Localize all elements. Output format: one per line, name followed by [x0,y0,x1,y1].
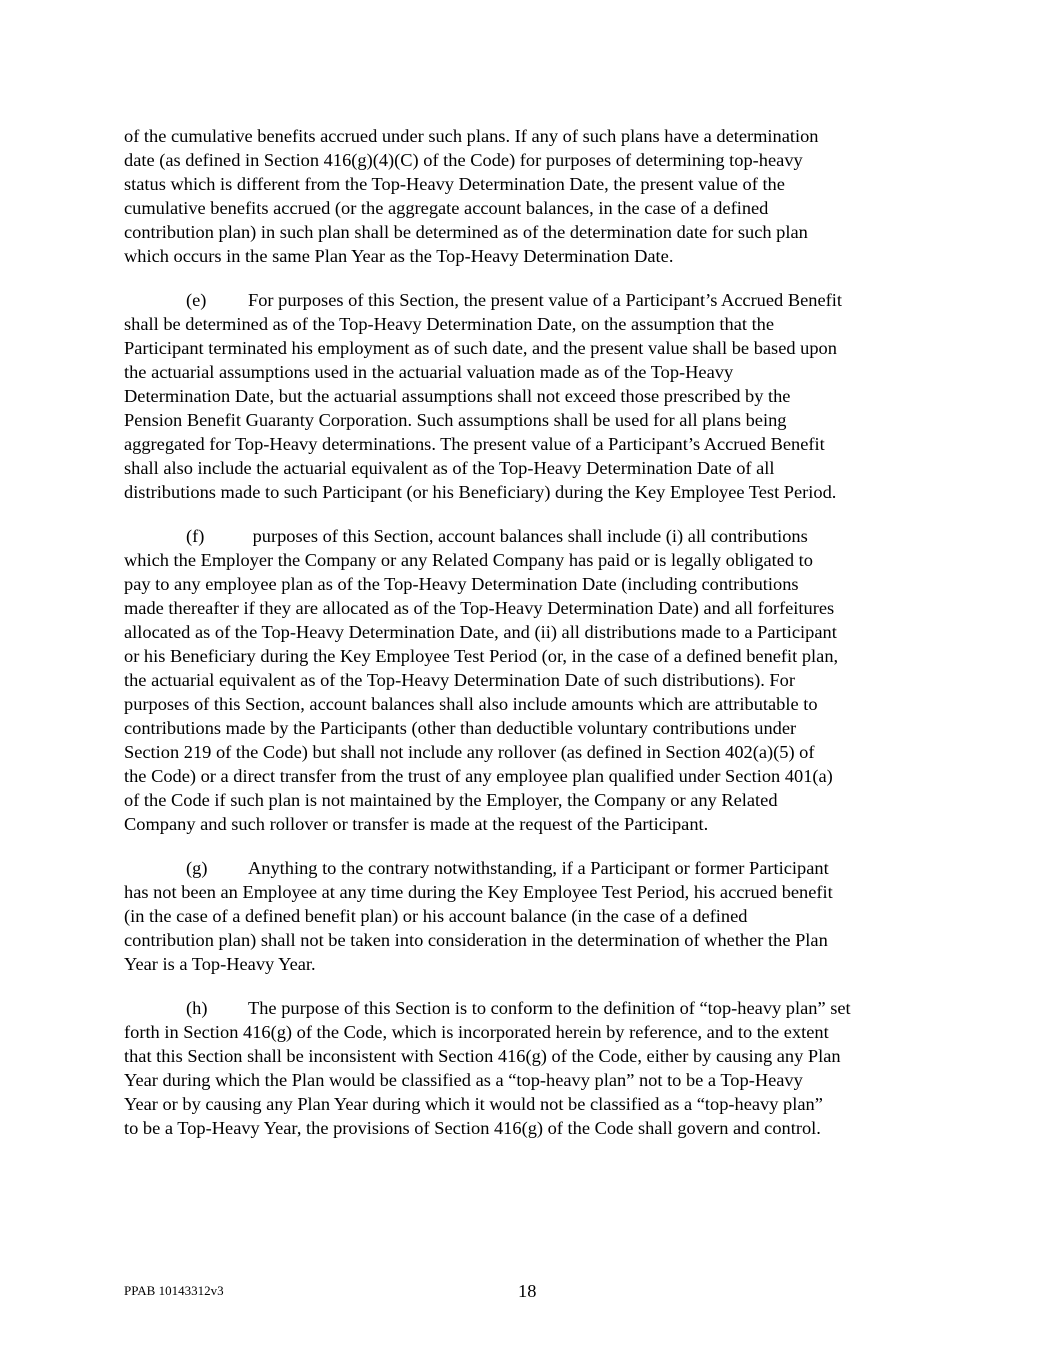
text-line: For purposes of this Section, the present value of a Participant’s Accrued Benefit [248,290,842,310]
text-line: Year is a Top-Heavy Year. [124,954,316,974]
document-body [124,124,936,1160]
paragraph-marker: (f) [186,526,205,546]
text-line: cumulative benefits accrued (or the aggregate account balances, in the case of a defined [124,198,769,218]
text-line: Year or by causing any Plan Year during which it would not be classified as a “top-heavy plan” [124,1094,823,1114]
paragraph-continuation [124,124,936,268]
text-line: date (as defined in Section 416(g)(4)(C) of the Code) for purposes of determining top-heavy [124,150,803,170]
text-line-first [124,996,936,1020]
text-line: Company and such rollover or transfer is made at the request of the Participant. [124,814,709,834]
text-line: the actuarial equivalent as of the Top-Heavy Determination Date of such distributions). For [124,670,795,690]
text-line: contribution plan) in such plan shall be determined as of the determination date for such plan [124,222,808,242]
text-line: contributions made by the Participants (other than deductible voluntary contributions under [124,718,797,738]
text-line: that this Section shall be inconsistent with Section 416(g) of the Code, either by causing any Plan [124,1046,841,1066]
paragraph-f [124,524,936,836]
text-line: Year during which the Plan would be classified as a “top-heavy plan” not to be a Top-Heavy [124,1070,803,1090]
text-line: has not been an Employee at any time during the Key Employee Test Period, his accrued benefit [124,882,833,902]
paragraph-e [124,288,936,504]
text-line: status which is different from the Top-Heavy Determination Date, the present value of the [124,174,785,194]
text-line: distributions made to such Participant (or his Beneficiary) during the Key Employee Test Period. [124,482,837,502]
paragraph-g [124,856,936,976]
text-line: contribution plan) shall not be taken into consideration in the determination of whether the Plan [124,930,828,950]
text-line: Anything to the contrary notwithstanding, if a Participant or former Participant [248,858,829,878]
paragraph-h [124,996,936,1140]
document-id: PPAB 10143312v3 [124,1283,224,1298]
paragraph-marker: (g) [186,858,208,878]
text-line: Pension Benefit Guaranty Corporation. Such assumptions shall be used for all plans being [124,410,787,430]
text-line: which occurs in the same Plan Year as the Top-Heavy Determination Date. [124,246,674,266]
text-line-first [124,524,936,548]
text-line: of the cumulative benefits accrued under such plans. If any of such plans have a determination [124,126,819,146]
text-line: pay to any employee plan as of the Top-Heavy Determination Date (including contributions [124,574,799,594]
paragraph-marker: (h) [186,998,208,1018]
page-number: 18 [518,1281,537,1301]
text-line: purposes of this Section, account balances shall include (i) all contributions [248,526,808,546]
text-line: (in the case of a defined benefit plan) or his account balance (in the case of a defined [124,906,748,926]
text-line: forth in Section 416(g) of the Code, which is incorporated herein by reference, and to the extent [124,1022,829,1042]
text-line: the Code) or a direct transfer from the trust of any employee plan qualified under Section 401(a) [124,766,833,786]
text-line: Section 219 of the Code) but shall not include any rollover (as defined in Section 402(a)(5) of [124,742,815,762]
text-line: or his Beneficiary during the Key Employee Test Period (or, in the case of a defined benefit plan, [124,646,839,666]
text-line: shall be determined as of the Top-Heavy Determination Date, on the assumption that the [124,314,775,334]
text-line-first [124,856,936,880]
text-line: purposes of this Section, account balances shall also include amounts which are attributable to [124,694,818,714]
text-line: Participant terminated his employment as of such date, and the present value shall be based upon [124,338,837,358]
text-line: allocated as of the Top-Heavy Determination Date, and (ii) all distributions made to a Participant [124,622,837,642]
text-line: aggregated for Top-Heavy determinations. The present value of a Participant’s Accrued Benefit [124,434,825,454]
text-line: made thereafter if they are allocated as of the Top-Heavy Determination Date) and all forfeitures [124,598,835,618]
text-line: of the Code if such plan is not maintained by the Employer, the Company or any Related [124,790,778,810]
text-line: to be a Top-Heavy Year, the provisions of Section 416(g) of the Code shall govern and control. [124,1118,821,1138]
text-line: the actuarial assumptions used in the actuarial valuation made as of the Top-Heavy [124,362,734,382]
text-line: which the Employer the Company or any Related Company has paid or is legally obligated to [124,550,813,570]
text-line: Determination Date, but the actuarial assumptions shall not exceed those prescribed by the [124,386,791,406]
text-line-first [124,288,936,312]
text-line: The purpose of this Section is to conform to the definition of “top-heavy plan” set [248,998,851,1018]
text-line: shall also include the actuarial equivalent as of the Top-Heavy Determination Date of all [124,458,775,478]
paragraph-marker: (e) [186,290,207,310]
